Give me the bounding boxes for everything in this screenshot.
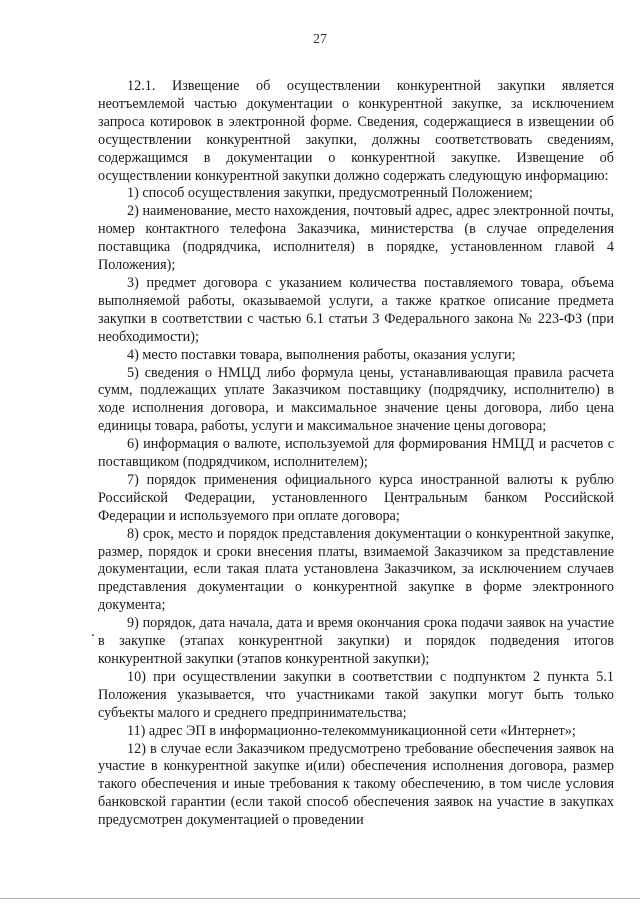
list-item-6: 6) информация о валюте, используемой для формирования НМЦД и расчетов с поставщиком (подрядчиком, исполнителем); (98, 436, 614, 471)
list-item-4: 4) место поставки товара, выполнения работы, оказания услуги; (127, 346, 516, 363)
list-item-1: 1) способ осуществления закупки, предусмотренный Положением; (127, 185, 533, 202)
scan-artifact (92, 634, 94, 636)
list-item-9: 9) порядок, дата начала, дата и время окончания срока подачи заявок на участие в закупке (этапах конкурентной закупки) и порядок подведения итогов конкурентной закупки (этапов конкурентной закупки); (98, 615, 614, 667)
paragraph-12-1: 12.1. Извещение об осуществлении конкурентной закупки является неотъемлемой частью документации о конкурентной закупке, за исключением запроса котировок в электронной форме. Сведения, содержащиеся в извещении об осуществлении конкурентной закупки, должны соответствовать сведениям, содержащимся в документации о конкурентной закупке. Извещение об осуществлении конкурентной закупки должно содержать следующую информацию: (98, 78, 614, 184)
page-bottom-edge (0, 898, 640, 899)
list-item-3: 3) предмет договора с указанием количества поставляемого товара, объема выполняемой работы, оказываемой услуги, а также краткое описание предмета закупки в соответствии с частью 6.1 статьи 3 Федерального закона № 223-ФЗ (при необходимости); (98, 274, 614, 345)
list-item-10: 10) при осуществлении закупки в соответствии с подпунктом 2 пункта 5.1 Положения указывается, что участниками такой закупки могут быть только субъекты малого и среднего предпринимательства; (98, 668, 614, 721)
list-item-11: 11) адрес ЭП в информационно-телекоммуникационной сети «Интернет»; (127, 722, 576, 739)
list-item-8: 8) срок, место и порядок представления документации о конкурентной закупке, размер, порядок и сроки внесения платы, взимаемой Заказчиком за представление документации, если такая плата установлена Заказчиком, за исключением случаев представления документации о конкурентной закупке в форме электронного документа; (98, 525, 614, 614)
list-item-12: 12) в случае если Заказчиком предусмотрено требование обеспечения заявок на участие в конкурентной закупке и(или) обеспечения исполнения договора, размер такого обеспечения и иные требования к такому обеспечению, в том числе условия банковской гарантии (если такой способ обеспечения заявок на участие в закупках предусмотрен документацией о проведении (98, 740, 614, 829)
list-item-2: 2) наименование, место нахождения, почтовый адрес, адрес электронной почты, номер контактного телефона Заказчика, министерства (в случае определения поставщика (подрядчика, исполнителя) в порядке, установленном главой 4 Положения); (98, 203, 614, 274)
list-item-5: 5) сведения о НМЦД либо формула цены, устанавливающая правила расчета сумм, подлежащих уплате Заказчиком поставщику (подрядчику, исполнителю) в ходе исполнения договора, и максимальное значение цены договора, либо цена единицы товара, работы, услуги и максимальное значение цены договора; (98, 364, 614, 435)
page-number: 27 (313, 32, 327, 47)
document-body (98, 78, 614, 830)
list-item-7: 7) порядок применения официального курса иностранной валюты к рублю Российской Федерации, установленного Центральным банком Российской Федерации и используемого при оплате договора; (98, 471, 614, 524)
